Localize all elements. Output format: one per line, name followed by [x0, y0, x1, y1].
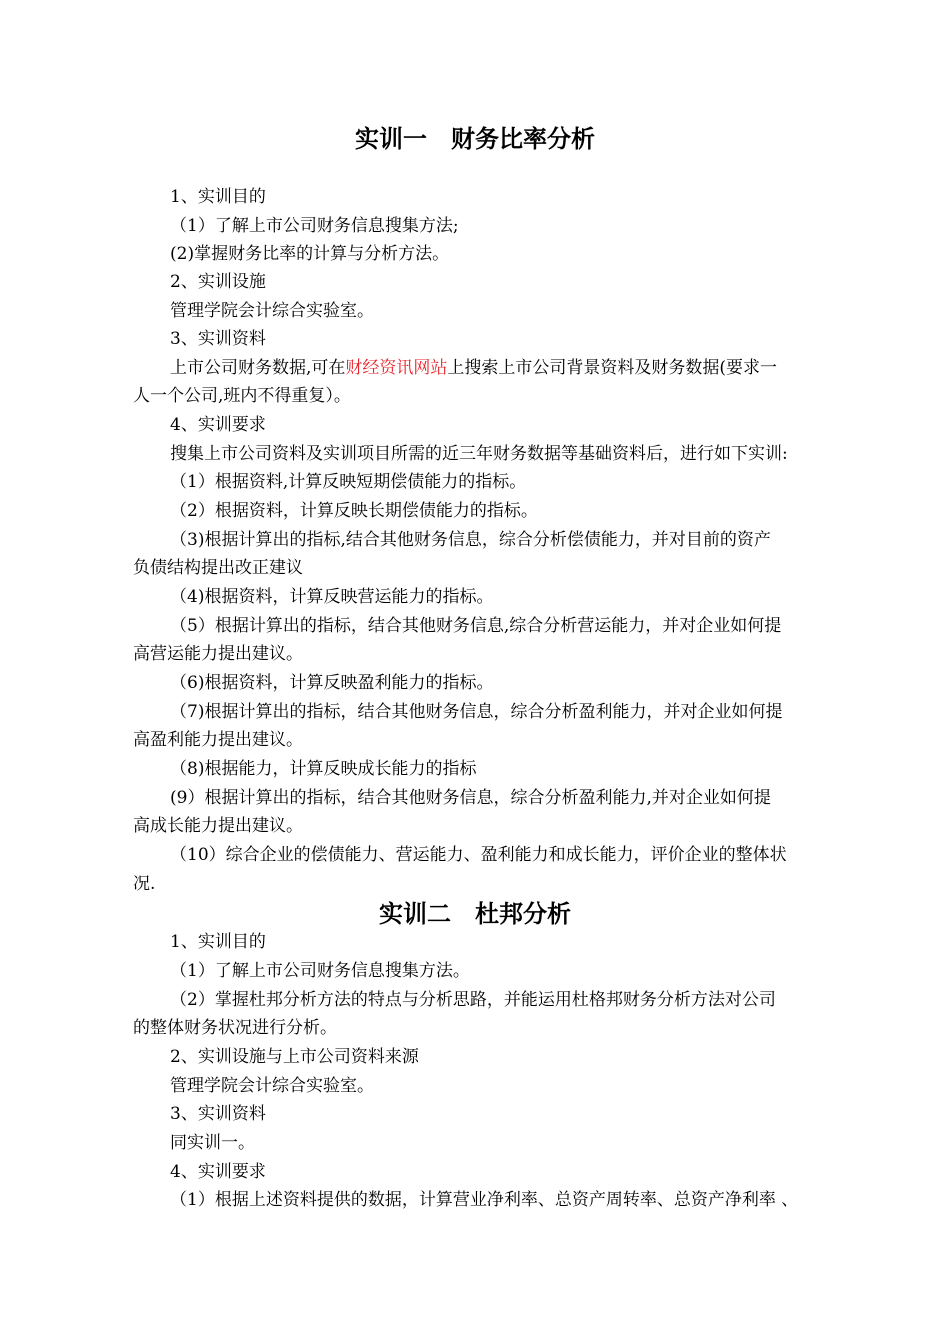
- section1-req-1: （1）根据资料,计算反映短期偿债能力的指标。: [170, 472, 527, 492]
- section1-facility: 管理学院会计综合实验室。: [170, 301, 374, 321]
- section2-heading-material: 3、实训资料: [170, 1104, 266, 1124]
- section2-material: 同实训一。: [170, 1133, 255, 1153]
- section1-req-5: （5）根据计算出的指标，结合其他财务信息,综合分析营运能力，并对企业如何提: [170, 616, 782, 636]
- section2-purpose-2-cont: 的整体财务状况进行分析。: [133, 1018, 337, 1038]
- section1-material-cont: 人一个公司,班内不得重复）。: [133, 386, 351, 406]
- section1-req-7: （7)根据计算出的指标，结合其他财务信息，综合分析盈利能力，并对企业如何提: [170, 702, 783, 722]
- section1-heading-facility: 2、实训设施: [170, 272, 266, 292]
- section1-req-5-cont: 高营运能力提出建议。: [133, 644, 303, 664]
- section1-material: [170, 357, 777, 379]
- material-text-pre: 上市公司财务数据,可在: [170, 358, 346, 378]
- section1-title: 实训一 财务比率分析: [355, 125, 595, 153]
- section2-title: 实训二 杜邦分析: [379, 900, 571, 928]
- finance-news-site-link[interactable]: 财经资讯网站: [345, 358, 448, 378]
- section1-req-9: (9）根据计算出的指标，结合其他财务信息，综合分析盈利能力,并对企业如何提: [170, 788, 771, 808]
- section1-purpose-2: (2)掌握财务比率的计算与分析方法。: [170, 244, 450, 264]
- section1-heading-material: 3、实训资料: [170, 329, 266, 349]
- section1-req-3: （3)根据计算出的指标,结合其他财务信息，综合分析偿债能力，并对目前的资产: [170, 530, 771, 550]
- section2-heading-facility: 2、实训设施与上市公司资料来源: [170, 1047, 419, 1067]
- section1-req-7-cont: 高盈利能力提出建议。: [133, 730, 303, 750]
- section2-facility: 管理学院会计综合实验室。: [170, 1076, 374, 1096]
- section2-req-1: （1）根据上述资料提供的数据，计算营业净利率、总资产周转率、总资产净利率 、: [170, 1190, 799, 1210]
- section1-req-9-cont: 高成长能力提出建议。: [133, 816, 303, 836]
- section1-req-intro: 搜集上市公司资料及实训项目所需的近三年财务数据等基础资料后，进行如下实训:: [170, 444, 788, 464]
- section2-purpose-2: （2）掌握杜邦分析方法的特点与分析思路，并能运用杜格邦财务分析方法对公司: [170, 990, 776, 1010]
- section1-req-10: （10）综合企业的偿债能力、营运能力、盈利能力和成长能力，评价企业的整体状: [170, 845, 787, 865]
- section2-heading-purpose: 1、实训目的: [170, 932, 266, 952]
- section2-heading-requirements: 4、实训要求: [170, 1162, 266, 1182]
- section1-heading-purpose: 1、实训目的: [170, 187, 266, 207]
- section1-req-3-cont: 负债结构提出改正建议: [133, 558, 303, 578]
- section1-req-4: （4)根据资料，计算反映营运能力的指标。: [170, 587, 494, 607]
- section1-req-6: （6)根据资料，计算反映盈利能力的指标。: [170, 673, 494, 693]
- section2-purpose-1: （1）了解上市公司财务信息搜集方法。: [170, 961, 470, 981]
- section1-req-10-cont: 况.: [133, 874, 156, 894]
- section1-req-2: （2）根据资料，计算反映长期偿债能力的指标。: [170, 501, 538, 521]
- section1-req-8: （8)根据能力，计算反映成长能力的指标: [170, 759, 477, 779]
- material-text-post: 上搜索上市公司背景资料及财务数据(要求一: [447, 358, 778, 378]
- section1-purpose-1: （1）了解上市公司财务信息搜集方法;: [170, 216, 459, 236]
- section1-heading-requirements: 4、实训要求: [170, 415, 266, 435]
